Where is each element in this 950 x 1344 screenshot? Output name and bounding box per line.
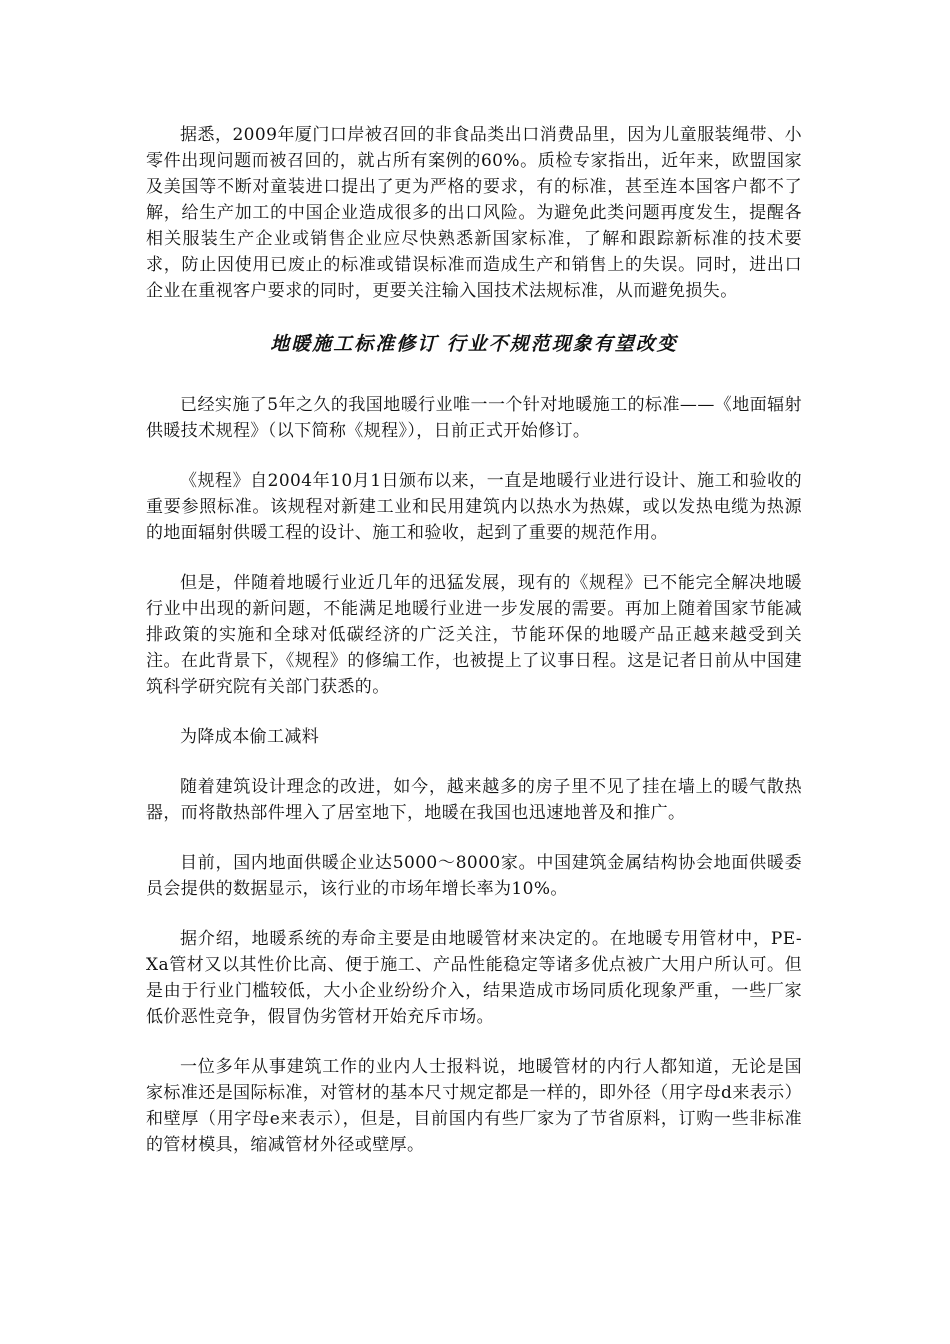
document-body (146, 122, 802, 1158)
article-paragraph: 但是，伴随着地暖行业近几年的迅猛发展，现有的《规程》已不能完全解决地暖行业中出现的新问题，不能满足地暖行业进一步发展的需要。再加上随着国家节能减排政策的实施和全球对低碳经济的广泛关注，节能环保的地暖产品正越来越受到关注。在此背景下，《规程》的修编工作，也被提上了议事日程。这是记者日前从中国建筑科学研究院有关部门获悉的。 (146, 573, 802, 697)
spacer (146, 444, 802, 468)
article-title: 地暖施工标准修订 行业不规范现象有望改变 (270, 333, 678, 355)
spacer (146, 902, 802, 926)
spacer (146, 826, 802, 850)
article-paragraph: 《规程》自2004年10月1日颁布以来，一直是地暖行业进行设计、施工和验收的重要参照标准。该规程对新建工业和民用建筑内以热水为热媒，或以发热电缆为热源的地面辐射供暖工程的设计、施工和验收，起到了重要的规范作用。 (146, 471, 802, 543)
article-paragraph: 据介绍，地暖系统的寿命主要是由地暖管材来决定的。在地暖专用管材中，PE-Xa管材又以其性价比高、便于施工、产品性能稳定等诸多优点被广大用户所认可。但是由于行业门槛较低，大小企业纷纷介入，结果造成市场同质化现象严重，一些厂家低价恶性竞争，假冒伪劣管材开始充斥市场。 (146, 929, 802, 1027)
article-paragraph: 目前，国内地面供暖企业达5000～8000家。中国建筑金属结构协会地面供暖委员会提供的数据显示，该行业的市场年增长率为10%。 (146, 853, 802, 899)
spacer (146, 304, 802, 329)
spacer (146, 700, 802, 724)
section-subheading: 为降成本偷工减料 (180, 727, 320, 747)
spacer (146, 359, 802, 392)
spacer (146, 546, 802, 570)
spacer (146, 750, 802, 774)
article-paragraph: 随着建筑设计理念的改进，如今，越来越多的房子里不见了挂在墙上的暖气散热器，而将散热部件埋入了居室地下，地暖在我国也迅速地普及和推广。 (146, 777, 802, 823)
spacer (146, 1030, 802, 1054)
article-paragraph: 已经实施了5年之久的我国地暖行业唯一一个针对地暖施工的标准——《地面辐射供暖技术规程》（以下简称《规程》），日前正式开始修订。 (146, 395, 802, 441)
article-paragraph: 一位多年从事建筑工作的业内人士报料说，地暖管材的内行人都知道，无论是国家标准还是国际标准，对管材的基本尺寸规定都是一样的，即外径（用字母d来表示）和壁厚（用字母e来表示），但是，目前国内有些厂家为了节省原料，订购一些非标准的管材模具，缩减管材外径或壁厚。 (146, 1057, 802, 1155)
intro-paragraph: 据悉，2009年厦门口岸被召回的非食品类出口消费品里，因为儿童服装绳带、小零件出现问题而被召回的，就占所有案例的60%。质检专家指出，近年来，欧盟国家及美国等不断对童装进口提出了更为严格的要求，有的标准，甚至连本国客户都不了解，给生产加工的中国企业造成很多的出口风险。为避免此类问题再度发生，提醒各相关服装生产企业或销售企业应尽快熟悉新国家标准，了解和跟踪新标准的技术要求，防止因使用已废止的标准或错误标准而造成生产和销售上的失误。同时，进出口企业在重视客户要求的同时，更要关注输入国技术法规标准，从而避免损失。 (146, 125, 802, 301)
